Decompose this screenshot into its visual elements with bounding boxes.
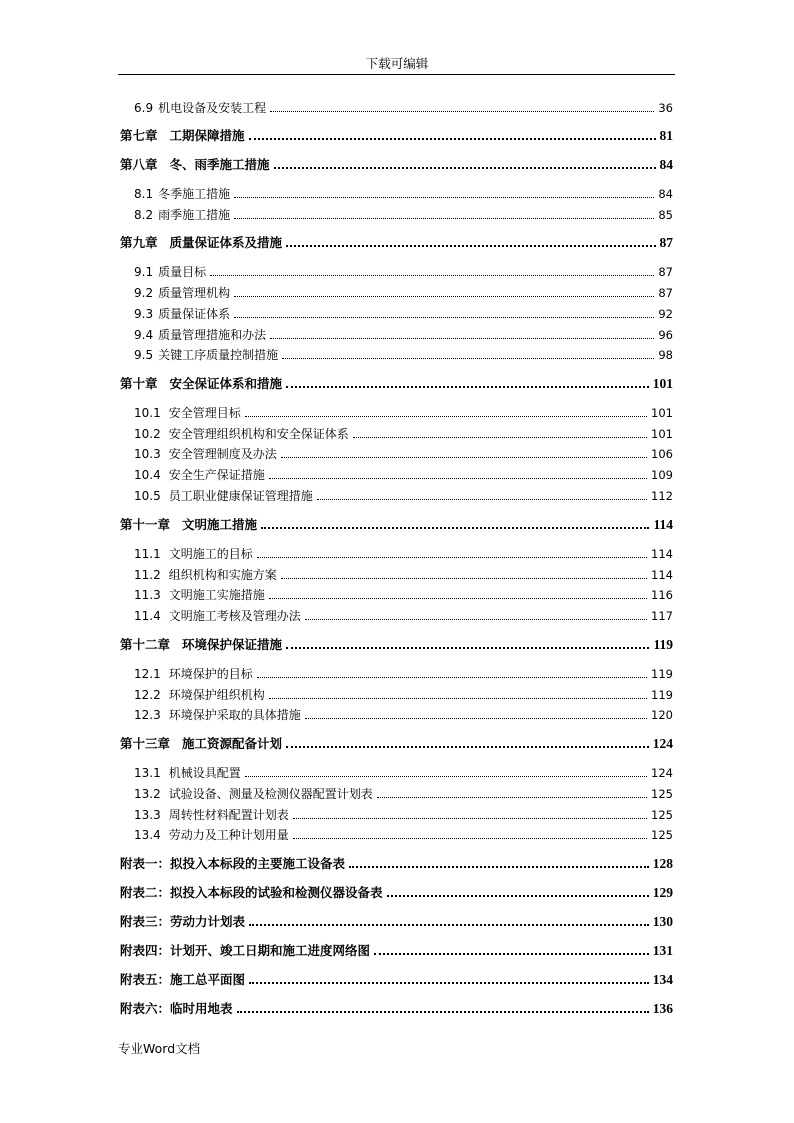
- toc-entry-title: 拟投入本标段的主要施工设备表: [170, 856, 346, 871]
- toc-chapter-entry[interactable]: [120, 126, 673, 144]
- toc-entry-title: 质量管理机构: [158, 286, 231, 300]
- toc-entry-number: 第十章: [120, 376, 158, 391]
- toc-dot-leader: [210, 275, 654, 276]
- toc-entry-title: 质量保证体系: [158, 307, 231, 321]
- toc-entry-page-number: 124: [651, 766, 673, 780]
- toc-entry-number: 附表五：: [120, 972, 171, 987]
- toc-dot-leader: [249, 982, 649, 984]
- toc-entry-number: 10.5: [134, 489, 161, 503]
- toc-entry-page-number: 120: [651, 708, 673, 722]
- toc-entry-number: 10.2: [134, 427, 161, 441]
- toc-chapter-entry[interactable]: [120, 854, 673, 872]
- toc-entry-number: 11.1: [134, 547, 161, 561]
- toc-chapter-entry[interactable]: [120, 941, 673, 959]
- toc-entry-title: 文明施工考核及管理办法: [168, 609, 301, 623]
- toc-entry-page-number: 119: [651, 688, 673, 702]
- toc-entry-number: 11.2: [134, 568, 161, 582]
- toc-entry-title: 文明施工实施措施: [168, 588, 265, 602]
- toc-entry-page-number: 36: [658, 101, 673, 115]
- toc-entry-page-number: 119: [653, 637, 673, 652]
- toc-entry-number: 第九章: [120, 235, 158, 250]
- toc-entry-page-number: 112: [651, 489, 673, 503]
- toc-dot-leader: [305, 619, 647, 620]
- toc-entry-number: 8.2: [134, 208, 154, 222]
- toc-entry-page-number: 125: [651, 787, 673, 801]
- toc-entry-number: 第十三章: [120, 736, 171, 751]
- toc-dot-leader: [286, 245, 655, 247]
- toc-dot-leader: [257, 557, 647, 558]
- toc-section-entry[interactable]: [134, 685, 673, 703]
- toc-section-entry[interactable]: [134, 304, 673, 322]
- toc-dot-leader: [281, 578, 647, 579]
- toc-entry-number: 10.3: [134, 447, 161, 461]
- toc-entry-page-number: 124: [652, 736, 673, 751]
- toc-dot-leader: [269, 478, 647, 479]
- toc-dot-leader: [257, 677, 647, 678]
- toc-entry-page-number: 84: [659, 157, 673, 172]
- toc-entry-page-number: 114: [651, 547, 673, 561]
- toc-entry-page-number: 130: [652, 914, 673, 929]
- toc-dot-leader: [305, 718, 647, 719]
- toc-entry-page-number: 87: [659, 235, 673, 250]
- toc-section-entry[interactable]: [134, 444, 673, 462]
- toc-entry-page-number: 101: [651, 427, 673, 441]
- toc-dot-leader: [234, 317, 654, 318]
- toc-entry-page-number: 128: [652, 856, 673, 871]
- toc-entry-title: 环境保护组织机构: [168, 688, 265, 702]
- toc-entry-number: 8.1: [134, 187, 154, 201]
- toc-entry-page-number: 81: [659, 128, 673, 143]
- toc-section-entry[interactable]: [134, 325, 673, 343]
- toc-entry-number: 13.2: [134, 787, 161, 801]
- toc-dot-leader: [293, 818, 647, 819]
- toc-entry-number: 9.5: [134, 348, 154, 362]
- toc-entry-title: 质量目标: [158, 265, 207, 279]
- toc-section-entry[interactable]: [134, 205, 673, 223]
- toc-dot-leader: [245, 416, 647, 417]
- toc-entry-title: 拟投入本标段的试验和检测仪器设备表: [170, 885, 383, 900]
- toc-entry-title: 安全保证体系和措施: [169, 376, 283, 391]
- toc-entry-page-number: 84: [658, 187, 673, 201]
- toc-chapter-entry[interactable]: [120, 374, 673, 392]
- toc-entry-page-number: 125: [651, 808, 673, 822]
- toc-section-entry[interactable]: [134, 606, 673, 624]
- toc-entry-title: 施工总平面图: [170, 972, 246, 987]
- toc-chapter-entry[interactable]: [120, 155, 673, 173]
- toc-entry-title: 质量管理措施和办法: [158, 328, 267, 342]
- toc-entry-page-number: 85: [658, 208, 673, 222]
- toc-entry-title: 周转性材料配置计划表: [168, 808, 289, 822]
- toc-entry-title: 计划开、竣工日期和施工进度网络图: [170, 943, 371, 958]
- toc-entry-page-number: 101: [652, 376, 673, 391]
- toc-entry-title: 试验设备、测量及检测仪器配置计划表: [168, 787, 373, 801]
- toc-entry-page-number: 106: [651, 447, 673, 461]
- toc-section-entry[interactable]: [134, 784, 673, 802]
- toc-entry-page-number: 96: [658, 328, 673, 342]
- toc-section-entry[interactable]: [134, 184, 673, 202]
- toc-entry-title: 文明施工的目标: [168, 547, 253, 561]
- toc-dot-leader: [261, 527, 649, 529]
- toc-dot-leader: [286, 647, 649, 649]
- toc-entry-number: 附表三：: [120, 914, 171, 929]
- toc-entry-page-number: 109: [651, 468, 673, 482]
- toc-dot-leader: [270, 111, 654, 112]
- toc-entry-title: 安全管理目标: [168, 406, 241, 420]
- toc-entry-number: 附表一：: [120, 856, 171, 871]
- toc-entry-title: 环境保护采取的具体措施: [168, 708, 301, 722]
- toc-entry-number: 10.4: [134, 468, 161, 482]
- toc-entry-number: 附表四：: [120, 943, 171, 958]
- toc-entry-page-number: 117: [651, 609, 673, 623]
- toc-entry-number: 9.4: [134, 328, 154, 342]
- toc-entry-number: 10.1: [134, 406, 161, 420]
- toc-entry-title: 安全管理组织机构和安全保证体系: [168, 427, 349, 441]
- toc-dot-leader: [269, 598, 647, 599]
- toc-entry-title: 安全生产保证措施: [168, 468, 265, 482]
- toc-entry-title: 质量保证体系及措施: [169, 235, 283, 250]
- toc-entry-title: 关键工序质量控制措施: [158, 348, 279, 362]
- toc-section-entry[interactable]: [134, 825, 673, 843]
- toc-dot-leader: [317, 499, 647, 500]
- toc-chapter-entry[interactable]: [120, 970, 673, 988]
- toc-section-entry[interactable]: [134, 486, 673, 504]
- toc-section-entry[interactable]: [134, 805, 673, 823]
- toc-chapter-entry[interactable]: [120, 912, 673, 930]
- toc-dot-leader: [374, 953, 649, 955]
- toc-entry-page-number: 119: [651, 667, 673, 681]
- toc-entry-number: 9.1: [134, 265, 154, 279]
- toc-dot-leader: [234, 197, 654, 198]
- toc-chapter-entry[interactable]: [120, 233, 673, 251]
- toc-entry-page-number: 114: [651, 568, 673, 582]
- toc-dot-leader: [234, 296, 654, 297]
- toc-chapter-entry[interactable]: [120, 635, 673, 653]
- toc-entry-number: 第十二章: [120, 637, 171, 652]
- toc-entry-title: 临时用地表: [170, 1001, 233, 1016]
- toc-entry-page-number: 125: [651, 828, 673, 842]
- toc-entry-number: 第七章: [120, 128, 158, 143]
- toc-dot-leader: [377, 797, 647, 798]
- toc-dot-leader: [281, 457, 647, 458]
- toc-entry-number: 12.2: [134, 688, 161, 702]
- toc-entry-number: 13.1: [134, 766, 161, 780]
- toc-dot-leader: [293, 838, 647, 839]
- toc-entry-number: 13.3: [134, 808, 161, 822]
- toc-dot-leader: [245, 776, 647, 777]
- toc-section-entry[interactable]: [134, 565, 673, 583]
- toc-entry-page-number: 129: [652, 885, 673, 900]
- toc-section-entry[interactable]: [134, 424, 673, 442]
- toc-entry-title: 冬季施工措施: [158, 187, 231, 201]
- toc-entry-title: 机械设具配置: [168, 766, 241, 780]
- toc-entry-number: 12.1: [134, 667, 161, 681]
- toc-entry-number: 6.9: [134, 101, 154, 115]
- toc-entry-number: 附表二：: [120, 885, 171, 900]
- toc-entry-page-number: 87: [658, 286, 673, 300]
- toc-dot-leader: [269, 698, 647, 699]
- toc-entry-number: 12.3: [134, 708, 161, 722]
- toc-entry-title: 冬、雨季施工措施: [169, 157, 270, 172]
- toc-entry-page-number: 92: [658, 307, 673, 321]
- toc-entry-number: 第十一章: [120, 517, 171, 532]
- toc-entry-title: 环境保护保证措施: [182, 637, 283, 652]
- toc-section-entry[interactable]: [134, 345, 673, 363]
- toc-entry-number: 11.4: [134, 609, 161, 623]
- toc-entry-title: 雨季施工措施: [158, 208, 231, 222]
- toc-entry-number: 附表六：: [120, 1001, 171, 1016]
- toc-dot-leader: [237, 1011, 649, 1013]
- toc-section-entry[interactable]: [134, 544, 673, 562]
- toc-entry-number: 第八章: [120, 157, 158, 172]
- toc-section-entry[interactable]: [134, 664, 673, 682]
- toc-entry-title: 劳动力及工种计划用量: [168, 828, 289, 842]
- toc-chapter-entry[interactable]: [120, 999, 673, 1017]
- toc-entry-page-number: 98: [658, 348, 673, 362]
- toc-entry-title: 员工职业健康保证管理措施: [168, 489, 313, 503]
- toc-entry-title: 组织机构和实施方案: [168, 568, 277, 582]
- toc-dot-leader: [282, 358, 654, 359]
- toc-dot-leader: [249, 924, 649, 926]
- toc-entry-title: 机电设备及安装工程: [158, 101, 267, 115]
- toc-chapter-entry[interactable]: [120, 734, 673, 752]
- toc-entry-title: 工期保障措施: [169, 128, 245, 143]
- toc-entry-number: 9.2: [134, 286, 154, 300]
- toc-dot-leader: [349, 866, 649, 868]
- toc-dot-leader: [353, 437, 647, 438]
- toc-section-entry[interactable]: [134, 763, 673, 781]
- toc-dot-leader: [274, 167, 656, 169]
- toc-dot-leader: [387, 895, 649, 897]
- toc-dot-leader: [286, 386, 649, 388]
- toc-dot-leader: [249, 138, 656, 140]
- toc-dot-leader: [286, 746, 649, 748]
- toc-entry-page-number: 87: [658, 265, 673, 279]
- toc-section-entry[interactable]: [134, 403, 673, 421]
- toc-section-entry[interactable]: [134, 262, 673, 280]
- toc-entry-title: 施工资源配备计划: [182, 736, 283, 751]
- toc-entry-title: 安全管理制度及办法: [168, 447, 277, 461]
- toc-entry-title: 环境保护的目标: [168, 667, 253, 681]
- toc-entry-number: 9.3: [134, 307, 154, 321]
- toc-dot-leader: [234, 218, 654, 219]
- toc-entry-page-number: 131: [652, 943, 673, 958]
- toc-entry-page-number: 116: [651, 588, 673, 602]
- toc-section-entry[interactable]: [134, 283, 673, 301]
- toc-section-entry[interactable]: [134, 705, 673, 723]
- toc-entry-page-number: 101: [651, 406, 673, 420]
- toc-section-entry[interactable]: [134, 98, 673, 116]
- toc-entry-title: 文明施工措施: [182, 517, 258, 532]
- toc-entry-title: 劳动力计划表: [170, 914, 246, 929]
- page-footer: 专业Word文档: [118, 1041, 201, 1056]
- toc-entry-number: 13.4: [134, 828, 161, 842]
- toc-dot-leader: [270, 338, 654, 339]
- page-header: 下载可编辑: [365, 56, 429, 71]
- toc-entry-number: 11.3: [134, 588, 161, 602]
- toc-entry-page-number: 136: [652, 1001, 673, 1016]
- toc-chapter-entry[interactable]: [120, 883, 673, 901]
- toc-chapter-entry[interactable]: [120, 515, 673, 533]
- toc-entry-page-number: 114: [653, 517, 673, 532]
- toc-entry-page-number: 134: [652, 972, 673, 987]
- toc-section-entry[interactable]: [134, 465, 673, 483]
- toc-section-entry[interactable]: [134, 585, 673, 603]
